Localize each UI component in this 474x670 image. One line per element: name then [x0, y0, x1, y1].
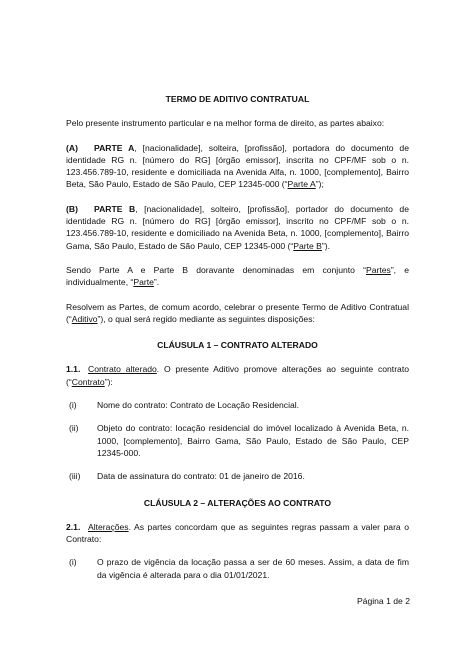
- joint-definition-paragraph: [66, 264, 409, 289]
- joint-text-2: ”, e individualmente, “: [66, 264, 410, 288]
- clause-1-item: [66, 399, 409, 411]
- clause-1-1-defined-contrato: Contrato: [71, 376, 105, 387]
- clause-1-item: [66, 422, 409, 459]
- party-a-name: PARTE A: [94, 142, 135, 153]
- intro-paragraph: Pelo presente instrumento particular e na melhor forma de direito, as partes abaixo:: [66, 118, 385, 129]
- resolve-text-1: Resolvem as Partes, de comum acordo, celebrar o presente Termo de Aditivo Contratual (“: [66, 301, 409, 324]
- clause-1-1-number: 1.1.: [66, 364, 81, 375]
- joint-defined-partes: Partes: [365, 264, 391, 275]
- item-text: O prazo de vigência da locação passa a ser de 60 meses. Assim, a data de fim da vigência é alterada para o dia 01/01/2021.: [97, 557, 409, 580]
- clause-1-title: CLÁUSULA 1 – CONTRATO ALTERADO: [157, 340, 318, 351]
- resolve-text-2: ”), o qual será regido mediante as seguintes disposições:: [97, 313, 315, 324]
- item-number: (ii): [69, 423, 79, 434]
- clause-2-1-text: . As partes concordam que as seguintes regras passam a valer para o Contrato:: [66, 521, 409, 545]
- item-number: (i): [69, 557, 77, 568]
- party-b-paragraph: [66, 203, 409, 252]
- party-a-details: , [nacionalidade], solteira, [profissão], portadora do documento de identidade RG n. [número do RG] [órgão emissor], inscrita no CPF/MF sob o n. 123.456.789-10, residente e domiciliada na Avenida Alfa, n. 1000, [complemento], Bairro Beta, São Paulo, Estado de São Paulo, CEP 12345-000 (“: [66, 142, 409, 190]
- joint-defined-parte: Parte: [133, 277, 154, 288]
- clause-2-1: [66, 521, 409, 546]
- clause-1-item: [66, 470, 409, 482]
- clause-2-1-number: 2.1.: [66, 521, 81, 532]
- item-number: (i): [69, 400, 77, 411]
- document-body: [66, 93, 409, 592]
- party-a-paragraph: [66, 142, 409, 191]
- item-text: Data de assinatura do contrato: 01 de janeiro de 2016.: [97, 471, 305, 482]
- party-b-marker: (B): [66, 203, 78, 214]
- clause-2-1-heading: Alterações: [88, 521, 129, 532]
- party-b-name: PARTE B: [94, 203, 136, 214]
- clause-1-1-heading: Contrato alterado: [88, 364, 157, 375]
- party-a-end: ”);: [315, 179, 324, 190]
- document-title: TERMO DE ADITIVO CONTRATUAL: [165, 94, 310, 104]
- page-number: Página 1 de 2: [356, 596, 410, 606]
- party-a-defined-term: Parte A: [287, 179, 316, 190]
- item-text: Objeto do contrato: locação residencial do imóvel localizado à Avenida Beta, n. 1000, [complemento], Bairro Gama, São Paulo, Estado de São Paulo, CEP 12345-000.: [97, 423, 409, 458]
- resolve-paragraph: [66, 301, 409, 326]
- party-b-details: , [nacionalidade], solteiro, [profissão], portador do documento de identidade RG n. [número do RG] [órgão emissor], inscrito no CPF/MF sob o n. 123.456.789-10, residente e domiciliado na Avenida Beta, n. 1000, [complemento], Bairro Gama, São Paulo, Estado de São Paulo, CEP 12345-000 (“: [66, 203, 409, 251]
- clause-2-item: [66, 556, 409, 581]
- party-a-marker: (A): [66, 142, 78, 153]
- resolve-defined-aditivo: Aditivo: [71, 313, 98, 324]
- party-b-defined-term: Parte B: [293, 240, 322, 251]
- item-text: Nome do contrato: Contrato de Locação Residencial.: [97, 400, 300, 411]
- joint-text-1: Sendo Parte A e Parte B doravante denominadas em conjunto “: [66, 264, 366, 275]
- party-b-end: ”).: [321, 240, 331, 251]
- clause-1-1-text-2: ”):: [104, 376, 113, 387]
- item-number: (iii): [69, 471, 81, 482]
- clause-1-1-text-1: . O presente Aditivo promove alterações ao seguinte contrato (“: [66, 364, 410, 387]
- clause-1-1: [66, 363, 409, 388]
- clause-2-title: CLÁUSULA 2 – ALTERAÇÕES AO CONTRATO: [143, 497, 332, 508]
- joint-text-3: ”.: [153, 277, 160, 288]
